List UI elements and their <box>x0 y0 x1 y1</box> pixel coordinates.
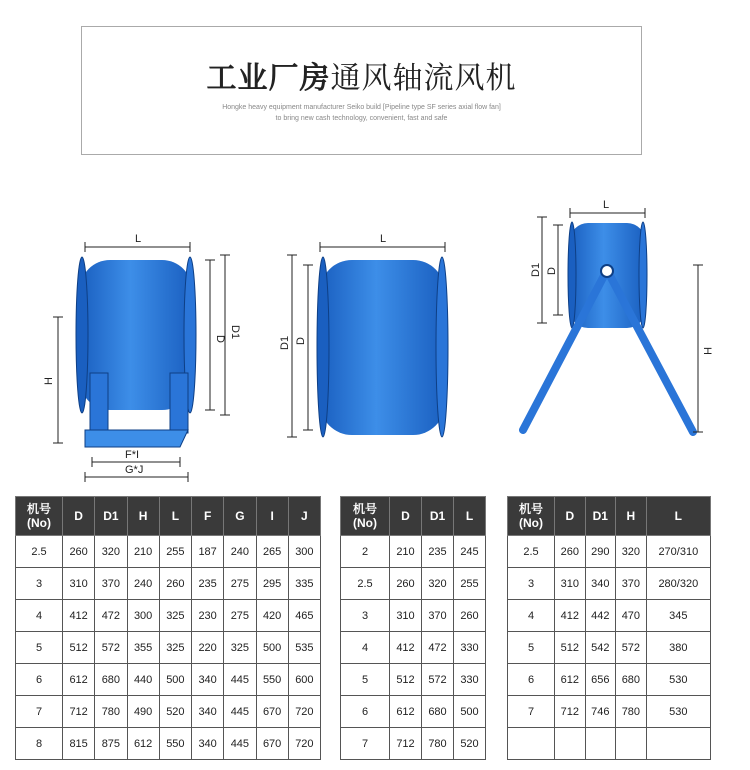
table-cell: 670 <box>256 696 288 728</box>
fan-diagram-plain <box>270 225 470 450</box>
column-header: D <box>63 497 95 536</box>
column-header: L <box>454 497 486 536</box>
table-cell: 310 <box>63 568 95 600</box>
table-cell: 2.5 <box>341 568 390 600</box>
table-row <box>341 600 486 632</box>
table-row <box>16 536 321 568</box>
table-cell: 500 <box>256 632 288 664</box>
table-cell: 535 <box>288 632 320 664</box>
table-cell: 712 <box>63 696 95 728</box>
table-cell: 6 <box>16 664 63 696</box>
table-cell: 275 <box>224 568 256 600</box>
table-cell: 612 <box>63 664 95 696</box>
table-row <box>16 728 321 760</box>
column-header: H <box>127 497 159 536</box>
table-header-row <box>341 497 486 536</box>
table-cell: 235 <box>192 568 224 600</box>
table-cell: 465 <box>288 600 320 632</box>
dim-D: D <box>214 335 226 343</box>
table-cell: 3 <box>341 600 390 632</box>
table-cell: 187 <box>192 536 224 568</box>
table-cell <box>508 728 555 760</box>
table-row <box>16 696 321 728</box>
table-cell: 520 <box>454 728 486 760</box>
table-row <box>508 568 711 600</box>
table-cell: 370 <box>95 568 127 600</box>
table-cell: 530 <box>646 696 710 728</box>
subtitle-line1: Hongke heavy equipment manufacturer Seiko build [Pipeline type SF series axial flow fan] <box>222 104 501 111</box>
table-row <box>508 728 711 760</box>
dim-D1: D1 <box>279 335 291 350</box>
table-cell: 550 <box>159 728 191 760</box>
table-cell: 6 <box>508 664 555 696</box>
table-cell: 320 <box>616 536 647 568</box>
subtitle <box>82 102 641 124</box>
table-cell: 295 <box>256 568 288 600</box>
title-rest: 通风轴流风机 <box>330 61 517 96</box>
table-cell: 472 <box>95 600 127 632</box>
table-cell: 720 <box>288 696 320 728</box>
table-cell: 245 <box>454 536 486 568</box>
dim-FI: F*I <box>125 449 140 461</box>
table-row <box>341 632 486 664</box>
dim-L: L <box>135 233 142 245</box>
table-cell: 3 <box>16 568 63 600</box>
table-cell: 780 <box>95 696 127 728</box>
table-row <box>508 632 711 664</box>
page-title <box>82 53 641 97</box>
table-cell: 320 <box>95 536 127 568</box>
table-cell: 500 <box>159 664 191 696</box>
table-cell: 220 <box>192 632 224 664</box>
table-cell <box>585 728 616 760</box>
table-cell: 335 <box>288 568 320 600</box>
table-cell: 520 <box>159 696 191 728</box>
table-cell: 4 <box>341 632 390 664</box>
table-row <box>16 600 321 632</box>
table-cell: 500 <box>454 696 486 728</box>
spec-table-legs <box>507 496 711 760</box>
table-cell: 260 <box>63 536 95 568</box>
table-row <box>508 600 711 632</box>
column-header: L <box>646 497 710 536</box>
table-cell: 670 <box>256 728 288 760</box>
table-cell: 6 <box>341 696 390 728</box>
table-cell: 2 <box>341 536 390 568</box>
table-cell: 260 <box>454 600 486 632</box>
table-row <box>508 696 711 728</box>
column-header: 机号 (No) <box>341 497 390 536</box>
dim-D: D <box>546 267 558 275</box>
table-row <box>508 664 711 696</box>
column-header: I <box>256 497 288 536</box>
table-cell: 340 <box>192 664 224 696</box>
table-row <box>341 568 486 600</box>
table-header-row <box>508 497 711 536</box>
fan-diagram-legs <box>515 195 725 440</box>
fan-diagram-base <box>30 225 260 485</box>
table-cell: 612 <box>555 664 586 696</box>
table-cell: 490 <box>127 696 159 728</box>
table-cell: 240 <box>127 568 159 600</box>
table-cell: 680 <box>422 696 454 728</box>
column-header: F <box>192 497 224 536</box>
table-cell: 530 <box>646 664 710 696</box>
column-header: J <box>288 497 320 536</box>
table-row <box>341 664 486 696</box>
table-cell: 290 <box>585 536 616 568</box>
table-cell: 680 <box>95 664 127 696</box>
table-cell: 512 <box>555 632 586 664</box>
table-cell: 380 <box>646 632 710 664</box>
table-cell: 445 <box>224 664 256 696</box>
table-cell <box>646 728 710 760</box>
table-cell: 412 <box>390 632 422 664</box>
table-cell: 712 <box>555 696 586 728</box>
dim-L: L <box>380 233 387 245</box>
table-cell: 300 <box>127 600 159 632</box>
table-cell: 310 <box>390 600 422 632</box>
table-row <box>16 568 321 600</box>
column-header: 机号 (No) <box>16 497 63 536</box>
table-cell: 470 <box>616 600 647 632</box>
table-cell: 472 <box>422 632 454 664</box>
table-cell: 4 <box>508 600 555 632</box>
table-cell: 370 <box>422 600 454 632</box>
table-cell: 240 <box>224 536 256 568</box>
title-bold: 工业厂房 <box>206 61 331 96</box>
table-cell: 512 <box>63 632 95 664</box>
table-cell: 7 <box>508 696 555 728</box>
table-cell: 255 <box>159 536 191 568</box>
table-cell: 235 <box>422 536 454 568</box>
table-cell: 780 <box>422 728 454 760</box>
table-row <box>341 728 486 760</box>
table-cell: 340 <box>192 696 224 728</box>
table-cell: 612 <box>390 696 422 728</box>
table-cell: 572 <box>422 664 454 696</box>
table-cell: 512 <box>390 664 422 696</box>
table-cell: 572 <box>616 632 647 664</box>
column-header: D <box>390 497 422 536</box>
table-row <box>341 696 486 728</box>
table-cell: 330 <box>454 632 486 664</box>
table-cell: 2.5 <box>508 536 555 568</box>
table-cell: 656 <box>585 664 616 696</box>
table-cell: 370 <box>616 568 647 600</box>
table-row <box>16 632 321 664</box>
table-cell: 680 <box>616 664 647 696</box>
table-cell: 325 <box>159 600 191 632</box>
table-cell: 340 <box>585 568 616 600</box>
table-cell: 600 <box>288 664 320 696</box>
column-header: H <box>616 497 647 536</box>
table-cell <box>555 728 586 760</box>
table-cell: 3 <box>508 568 555 600</box>
table-cell: 5 <box>508 632 555 664</box>
table-cell: 612 <box>127 728 159 760</box>
table-cell: 8 <box>16 728 63 760</box>
table-cell: 4 <box>16 600 63 632</box>
dim-H: H <box>701 347 713 355</box>
table-cell: 550 <box>256 664 288 696</box>
table-cell: 330 <box>454 664 486 696</box>
table-cell: 345 <box>646 600 710 632</box>
table-cell: 420 <box>256 600 288 632</box>
table-cell: 255 <box>454 568 486 600</box>
column-header: G <box>224 497 256 536</box>
column-header: D1 <box>422 497 454 536</box>
table-cell: 340 <box>192 728 224 760</box>
table-cell: 815 <box>63 728 95 760</box>
table-cell: 720 <box>288 728 320 760</box>
table-cell: 320 <box>422 568 454 600</box>
table-cell: 325 <box>159 632 191 664</box>
table-cell: 260 <box>555 536 586 568</box>
table-row <box>16 664 321 696</box>
table-cell: 542 <box>585 632 616 664</box>
spec-table-base <box>15 496 321 760</box>
table-cell: 5 <box>341 664 390 696</box>
table-cell: 712 <box>390 728 422 760</box>
table-cell: 265 <box>256 536 288 568</box>
table-cell: 280/320 <box>646 568 710 600</box>
table-header-row <box>16 497 321 536</box>
subtitle-line2: to bring new cash technology, convenient, fast and safe <box>275 115 448 122</box>
dim-L: L <box>603 199 610 211</box>
table-cell: 210 <box>127 536 159 568</box>
table-row <box>508 536 711 568</box>
table-cell: 270/310 <box>646 536 710 568</box>
column-header: D1 <box>585 497 616 536</box>
dim-D1: D1 <box>530 262 542 277</box>
table-cell <box>616 728 647 760</box>
table-cell: 275 <box>224 600 256 632</box>
table-cell: 445 <box>224 728 256 760</box>
table-cell: 260 <box>390 568 422 600</box>
table-cell: 5 <box>16 632 63 664</box>
table-cell: 746 <box>585 696 616 728</box>
table-cell: 440 <box>127 664 159 696</box>
table-cell: 412 <box>63 600 95 632</box>
header-box <box>81 26 642 155</box>
dim-GJ: G*J <box>125 464 144 476</box>
table-cell: 210 <box>390 536 422 568</box>
table-cell: 445 <box>224 696 256 728</box>
table-cell: 300 <box>288 536 320 568</box>
table-cell: 230 <box>192 600 224 632</box>
table-cell: 412 <box>555 600 586 632</box>
dim-D1: D1 <box>229 325 241 340</box>
column-header: 机号 (No) <box>508 497 555 536</box>
table-row <box>341 536 486 568</box>
table-cell: 442 <box>585 600 616 632</box>
table-cell: 7 <box>341 728 390 760</box>
table-cell: 310 <box>555 568 586 600</box>
table-cell: 355 <box>127 632 159 664</box>
table-cell: 780 <box>616 696 647 728</box>
table-cell: 7 <box>16 696 63 728</box>
column-header: D1 <box>95 497 127 536</box>
table-cell: 875 <box>95 728 127 760</box>
table-cell: 572 <box>95 632 127 664</box>
dim-D: D <box>295 337 307 345</box>
table-cell: 2.5 <box>16 536 63 568</box>
spec-table-plain <box>340 496 486 760</box>
column-header: D <box>555 497 586 536</box>
dim-H: H <box>43 377 55 385</box>
table-cell: 260 <box>159 568 191 600</box>
table-cell: 325 <box>224 632 256 664</box>
column-header: L <box>159 497 191 536</box>
